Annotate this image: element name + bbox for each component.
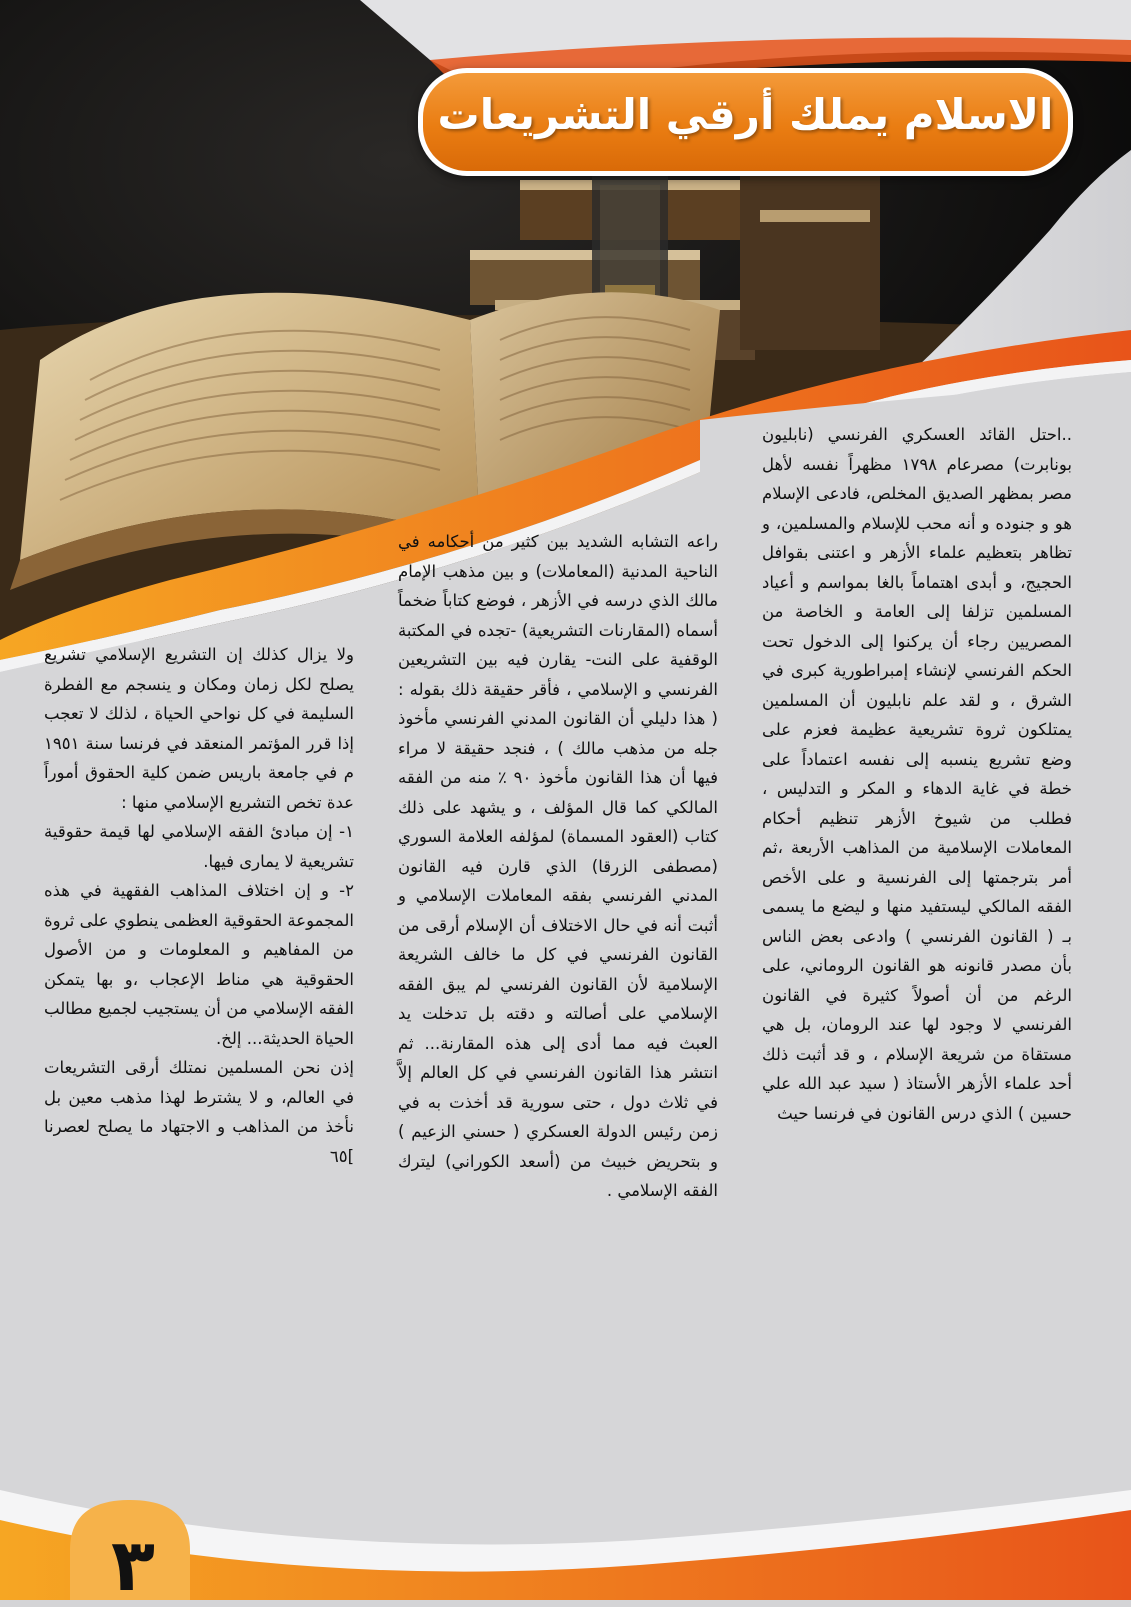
page-title: الاسلام يملك أرقي التشريعات xyxy=(437,90,1054,139)
article-column-left: ولا يزال كذلك إن التشريع الإسلامي تشريع يصلح لكل زمان ومكان و ينسجم مع الفطرة السليمة في كل نواحي الحياة ، لذلك لا تعجب إذا قرر المؤتمر المنعقد في فرنسا سنة ١٩٥١ م في جامعة باريس ضمن كلية الحقوق أموراً عدة تخص التشريع الإسلامي منها : ١- إن مبادئ الفقه الإسلامي لها قيمة حقوقية تشريعية لا يمارى فيها. ٢- و إن اختلاف المذاهب الفقهية في هذه المجموعة الحقوقية العظمى ينطوي على ثروة من المفاهيم و المعلومات و من الأصول الحقوقية هي مناط الإعجاب ،و بها يتمكن الفقه الإسلامي من أن يستجيب لجميع مطالب الحياة الحديثة... إلخ. إذن نحن المسلمين نمتلك أرقى التشريعات في العالم، و لا يشترط لهذا مذهب معين بل نأخذ من المذاهب و الاجتهاد ما يصلح لعصرنا ]٦٥ xyxy=(44,645,354,1166)
page-number: ٣ xyxy=(111,1523,155,1607)
article-column-right: ..احتل القائد العسكري الفرنسي (نابليون بونابرت) مصرعام ١٧٩٨ مظهراً نفسه لأهل مصر بمظهر الصديق المخلص، فادعى الإسلام هو و جنوده و أنه محب للإسلام والمسلمين، و تظاهر بتعظيم علماء الأزهر و اعتنى بقوافل الحجيج، و أبدى اهتماماً بالغا بمواسم و أعياد المسلمين تزلفا إلى العامة و الخاصة من المصريين رجاء أن يركنوا إلى الدخول تحت الحكم الفرنسي لإنشاء إمبراطورية كبرى في الشرق ، و لقد علم نابليون أن المسلمين يمتلكون ثروة تشريعية عظيمة فعزم على وضع تشريع ينسبه إلى نفسه اعتماداً على خطة في غاية الدهاء و المكر و التدليس ، فطلب من شيوخ الأزهر تنظيم أحكام المعاملات الإسلامية من المذاهب الأربعة ،ثم أمر بترجمتها إلى الفرنسية و على الأخص الفقه المالكي ليستفيد منها و ليضع ما يسمى بـ ( القانون الفرنسي ) وادعى بعض الناس بأن مصدر قانونه هو القانون الروماني، على الرغم من أن أصولاً كثيرة في القانون الفرنسي لا وجود لها عند الرومان، بل هي مستقاة من شريعة الإسلام ، و قد أثبت ذلك أحد علماء الأزهر الأستاذ ( سيد عبد الله علي حسين ) الذي درس القانون في فرنسا حيث xyxy=(762,425,1072,1123)
article-column-middle: راعه التشابه الشديد بين كثير من أحكامه في الناحية المدنية (المعاملات) و بين مذهب الإمام مالك الذي درسه في الأزهر ، فوضع كتاباً ضخماً أسماه (المقارنات التشريعية) -تجده في المكتبة الوقفية على النت- يقارن فيه بين التشريعين الفرنسي و الإسلامي ، فأقر حقيقة ذلك بقوله : ( هذا دليلي أن القانون المدني الفرنسي مأخوذ جله من مذهب مالك ) ، فنجد حقيقة لا مراء فيها أن هذا القانون مأخوذ ٩٠ ٪ منه من الفقه المالكي كما قال المؤلف ، و يشهد على ذلك كتاب (العقود المسماة) لمؤلفه العلامة السوري (مصطفى الزرقا) الذي قارن فيه القانون المدني الفرنسي بفقه المعاملات الإسلامي و أثبت أنه في حال الاختلاف أن الإسلام أرقى من القانون الفرنسي في كل ما خالف الشريعة الإسلامية لأن القانون الفرنسي لم يبق الفقه الإسلامي على أصالته و دقته بل تدخلت يد العبث فيه مما أدى إلى هذه المقارنة... ثم انتشر هذا القانون الفرنسي في كل العالم إلاَّ في ثلاث دول ، حتى سورية قد أخذت به في زمن رئيس الدولة العسكري ( حسني الزعيم ) و بتحريض خبيث من (أسعد الكوراني) ليترك الفقه الإسلامي . xyxy=(398,532,718,1200)
title-banner xyxy=(418,68,1073,176)
